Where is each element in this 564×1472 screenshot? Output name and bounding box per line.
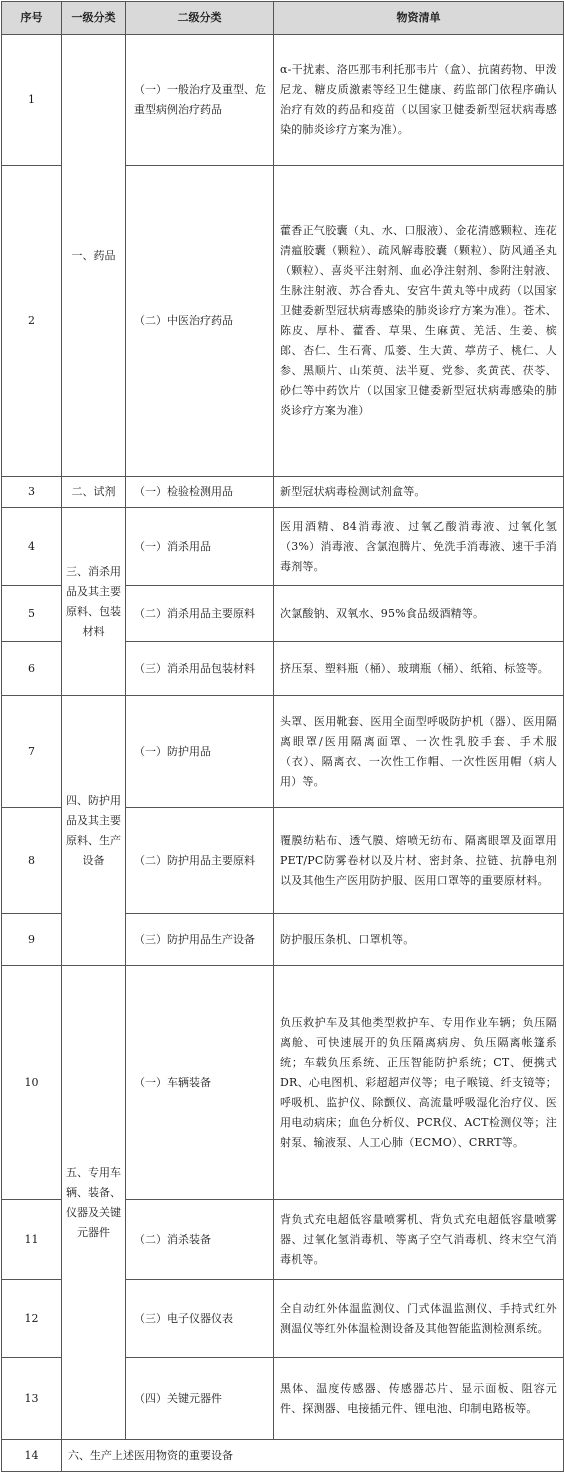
- materials-table: [1, 1, 564, 1472]
- row-items: 医用酒精、84消毒液、过氧乙酸消毒液、过氧化氢（3%）消毒液、含氯泡腾片、免洗手消毒液、速干手消毒剂等。: [274, 508, 564, 586]
- cat1-vehicles-equipment: 五、专用车辆、装备、仪器及关键元器件: [62, 966, 126, 1440]
- row-items: 防护服压条机、口罩机等。: [274, 914, 564, 966]
- header-cat1: 一级分类: [62, 2, 126, 35]
- row-seq: 12: [2, 1280, 62, 1358]
- row-items: 覆膜纺粘布、透气膜、熔喷无纺布、隔离眼罩及面罩用PET/PC防雾卷材以及片材、密封条、拉链、抗静电剂以及其他生产医用防护服、医用口罩等的重要原材料。: [274, 808, 564, 914]
- row-cat2: （二）中医治疗药品: [126, 166, 274, 477]
- cat1-production-equipment: 六、生产上述医用物资的重要设备: [62, 1440, 564, 1472]
- row-seq: 13: [2, 1358, 62, 1440]
- row-cat2: （二）消杀装备: [126, 1200, 274, 1280]
- row-seq: 14: [2, 1440, 62, 1472]
- row-cat2: （三）防护用品生产设备: [126, 914, 274, 966]
- row-items: 挤压泵、塑料瓶（桶）、玻璃瓶（桶）、纸箱、标签等。: [274, 642, 564, 696]
- row-seq: 4: [2, 508, 62, 586]
- row-seq: 7: [2, 696, 62, 808]
- table-row: [2, 696, 564, 808]
- row-items: 全自动红外体温监测仪、门式体温监测仪、手持式红外测温仪等红外体温检测设备及其他智能监测检测系统。: [274, 1280, 564, 1358]
- row-seq: 1: [2, 35, 62, 166]
- row-cat2: （一）消杀用品: [126, 508, 274, 586]
- row-cat2: （四）关键元器件: [126, 1358, 274, 1440]
- row-cat2: （三）电子仪器仪表: [126, 1280, 274, 1358]
- table-row: [2, 477, 564, 508]
- table-row: [2, 35, 564, 166]
- cat1-protective: 四、防护用品及其主要原料、生产设备: [62, 696, 126, 966]
- row-items: 新型冠状病毒检测试剂盒等。: [274, 477, 564, 508]
- table-row: [2, 966, 564, 1200]
- row-cat2: （一）检验检测用品: [126, 477, 274, 508]
- cat1-disinfection: 三、消杀用品及其主要原料、包装材料: [62, 508, 126, 696]
- row-seq: 9: [2, 914, 62, 966]
- table-row: [2, 1440, 564, 1472]
- header-seq: 序号: [2, 2, 62, 35]
- cat1-reagents: 二、试剂: [62, 477, 126, 508]
- row-items: α-干扰素、洛匹那韦利托那韦片（盒）、抗菌药物、甲泼尼龙、糖皮质激素等经卫生健康、药监部门依程序确认治疗有效的药品和疫苗（以国家卫健委新型冠状病毒感染的肺炎诊疗方案为准）。: [274, 35, 564, 166]
- cat1-medicines: 一、药品: [62, 35, 126, 477]
- header-cat2: 二级分类: [126, 2, 274, 35]
- row-seq: 5: [2, 586, 62, 642]
- row-seq: 2: [2, 166, 62, 477]
- row-items: 黑体、温度传感器、传感器芯片、显示面板、阻容元件、探测器、电接插元件、锂电池、印制电路板等。: [274, 1358, 564, 1440]
- header-items: 物资清单: [274, 2, 564, 35]
- row-cat2: （二）防护用品主要原料: [126, 808, 274, 914]
- row-items: 背负式充电超低容量喷雾机、背负式充电超低容量喷雾器、过氧化氢消毒机、等离子空气消毒机、终末空气消毒机等。: [274, 1200, 564, 1280]
- row-cat2: （一）车辆装备: [126, 966, 274, 1200]
- row-items: 次氯酸钠、双氧水、95%食品级酒精等。: [274, 586, 564, 642]
- table-header-row: [2, 2, 564, 35]
- row-seq: 11: [2, 1200, 62, 1280]
- row-seq: 8: [2, 808, 62, 914]
- row-cat2: （一）防护用品: [126, 696, 274, 808]
- row-cat2: （二）消杀用品主要原料: [126, 586, 274, 642]
- row-seq: 10: [2, 966, 62, 1200]
- row-cat2: （三）消杀用品包装材料: [126, 642, 274, 696]
- table-row: [2, 508, 564, 586]
- row-cat2: （一）一般治疗及重型、危重型病例治疗药品: [126, 35, 274, 166]
- row-items: 藿香正气胶囊（丸、水、口服液）、金花清感颗粒、连花清瘟胶囊（颗粒）、疏风解毒胶囊（颗粒）、防风通圣丸（颗粒）、喜炎平注射剂、血必净注射剂、参附注射液、生脉注射液、苏合香丸、安宫牛黄丸等中成药（以国家卫健委新型冠状病毒感染的肺炎诊疗方案为准）。苍术、陈皮、厚朴、藿香、草果、生麻黄、羌活、生姜、槟郎、杏仁、生石膏、瓜蒌、生大黄、葶苈子、桃仁、人参、黑顺片、山茱萸、法半夏、党参、炙黄芪、茯苓、砂仁等中药饮片（以国家卫健委新型冠状病毒感染的肺炎诊疗方案为准）: [274, 166, 564, 477]
- row-items: 负压救护车及其他类型救护车、专用作业车辆；负压隔离舱、可快速展开的负压隔离病房、负压隔离帐篷系统；车载负压系统、正压智能防护系统；CT、便携式DR、心电图机、彩超超声仪等；电子喉镜、纤支镜等；呼吸机、监护仪、除颤仪、高流量呼吸湿化治疗仪、医用电动病床；血色分析仪、PCR仪、ACT检测仪等；注射泵、输液泵、人工心肺（ECMO）、CRRT等。: [274, 966, 564, 1200]
- row-seq: 3: [2, 477, 62, 508]
- row-seq: 6: [2, 642, 62, 696]
- row-items: 头罩、医用靴套、医用全面型呼吸防护机（器）、医用隔离眼罩/医用隔离面罩、一次性乳胶手套、手术服（衣）、隔离衣、一次性工作帽、一次性医用帽（病人用）等。: [274, 696, 564, 808]
